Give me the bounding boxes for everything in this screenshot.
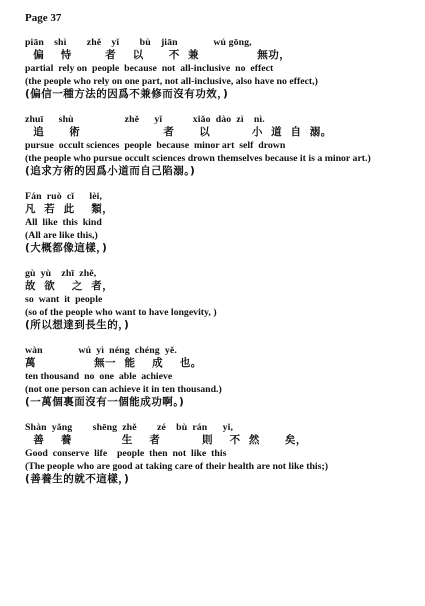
- chinese-translation: (所以想達到長生的，): [25, 319, 130, 331]
- english-gloss-line: partial rely on people because not all-inclusive no effect: [25, 63, 274, 74]
- chinese-line: 凡 若 此 類，: [25, 203, 114, 215]
- chinese-line: 善 養 生 者 則 不 然 矣，: [25, 434, 307, 446]
- chinese-line: 故 欲 之 者，: [25, 280, 114, 292]
- verse-block-4: [25, 267, 417, 332]
- english-gloss-line: so want it people: [25, 294, 103, 305]
- english-translation: (so of the people who want to have longevity, ): [25, 307, 217, 318]
- chinese-translation: (一萬個裏面沒有一個能成功啊。): [25, 396, 185, 408]
- verse-block-1: [25, 36, 417, 101]
- pinyin-line: zhuī shù zhě yǐ xiǎo dào zì nì.: [25, 114, 265, 125]
- pinyin-line: wàn wú yì néng chéng yě.: [25, 345, 177, 356]
- chinese-line: 萬 無一 能 成 也。: [25, 357, 202, 369]
- english-translation: (not one person can achieve it in ten thousand.): [25, 384, 222, 395]
- pinyin-line: gù yù zhī zhě,: [25, 268, 97, 279]
- english-gloss-line: pursue occult sciences people because minor art self drown: [25, 140, 286, 151]
- pinyin-line: Fán ruò cǐ lèi,: [25, 191, 103, 202]
- english-gloss-line: ten thousand no one able achieve: [25, 371, 173, 382]
- english-translation: (All are like this,): [25, 230, 98, 241]
- page-number: Page 37: [25, 12, 62, 24]
- verse-block-6: [25, 421, 417, 486]
- chinese-line: 追 術 者 以 小 道 自 溺。: [25, 126, 332, 138]
- english-gloss-line: All like this kind: [25, 217, 102, 228]
- english-translation: (the people who rely on one part, not all-inclusive, also have no effect,): [25, 76, 318, 87]
- chinese-translation: (大概都像這樣，): [25, 242, 108, 254]
- verse-block-2: [25, 113, 417, 178]
- chinese-translation: (追求方術的因爲小道而自己陷溺。): [25, 165, 196, 177]
- chinese-line: 偏 恃 者 以 不 兼 無功，: [25, 49, 291, 61]
- pinyin-line: Shàn yǎng shēng zhě zé bù rán yǐ,: [25, 422, 234, 433]
- english-translation: (the people who pursue occult sciences drown themselves because it is a minor art.): [25, 153, 371, 164]
- chinese-translation: (善養生的就不這樣，): [25, 473, 130, 485]
- english-translation: (The people who are good at taking care of their health are not like this;): [25, 461, 328, 472]
- document-page: [25, 12, 417, 498]
- chinese-translation: (偏信一種方法的因爲不兼修而沒有功效，): [25, 88, 229, 100]
- verse-block-5: [25, 344, 417, 409]
- english-gloss-line: Good conserve life people then not like this: [25, 448, 227, 459]
- verse-block-3: [25, 190, 417, 255]
- pinyin-line: piān shì zhě yǐ bù jiān wú gōng,: [25, 37, 252, 48]
